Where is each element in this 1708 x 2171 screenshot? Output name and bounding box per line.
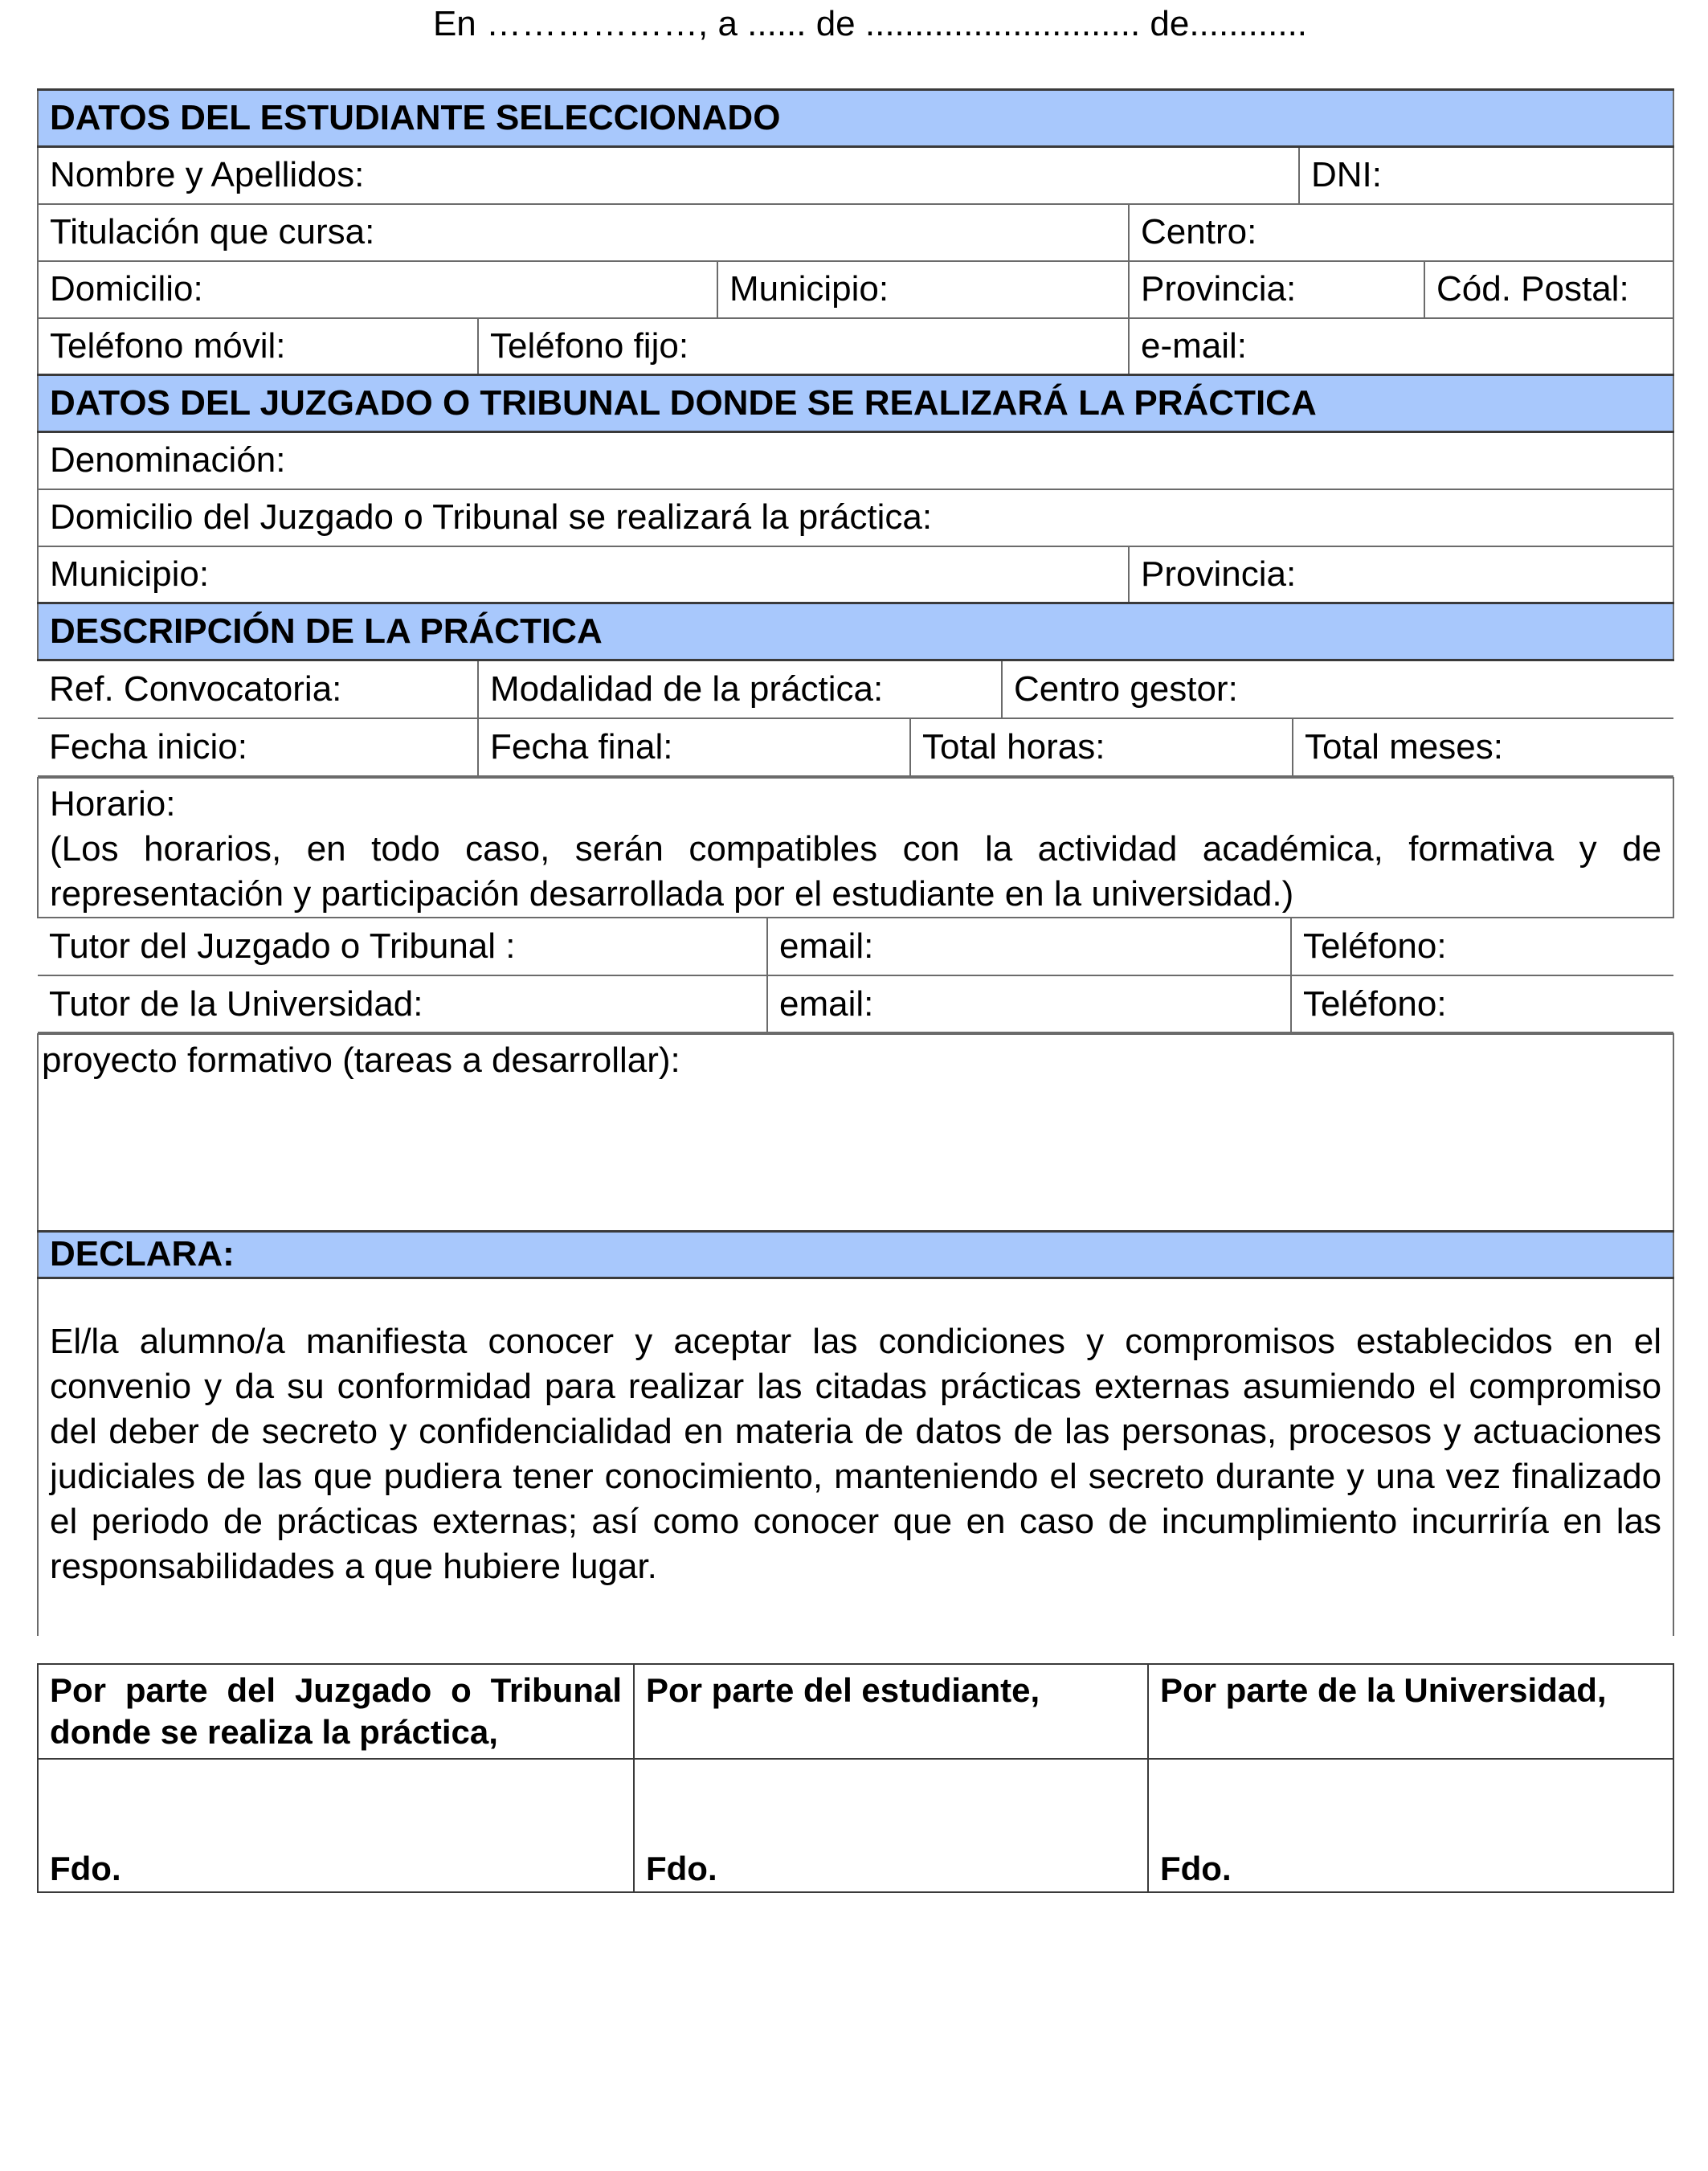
student-mobile-field[interactable]: Teléfono móvil: — [38, 318, 478, 375]
court-signature-header: Por parte del Juzgado o Tribunal donde se realiza la práctica, — [38, 1664, 634, 1759]
court-signed-label: Fdo. — [50, 1850, 121, 1887]
date-line: En ………………, a ...... de ............................ de............ — [432, 4, 1308, 43]
student-dni-field[interactable]: DNI: — [1299, 147, 1673, 204]
total-months-field[interactable]: Total meses: — [1293, 719, 1673, 776]
student-landline-field[interactable]: Teléfono fijo: — [478, 318, 1129, 375]
student-section-title: DATOS DEL ESTUDIANTE SELECCIONADO — [38, 90, 1673, 147]
court-tutor-email-field[interactable]: email: — [767, 918, 1291, 975]
declaration-body — [38, 1278, 1673, 1636]
university-signature-box[interactable] — [1148, 1759, 1673, 1892]
court-municipality-field[interactable]: Municipio: — [38, 546, 1129, 603]
practice-form — [37, 88, 1674, 1636]
declaration-section-title: DECLARA: — [38, 1231, 1673, 1278]
modality-field[interactable]: Modalidad de la práctica: — [478, 661, 1002, 718]
student-signed-label: Fdo. — [646, 1850, 717, 1887]
student-postal-code-field[interactable]: Cód. Postal: — [1424, 261, 1673, 318]
student-email-field[interactable]: e-mail: — [1129, 318, 1673, 375]
schedule-label: Horario: — [50, 784, 176, 824]
total-hours-field[interactable]: Total horas: — [910, 719, 1293, 776]
student-province-field[interactable]: Provincia: — [1129, 261, 1424, 318]
court-tutor-field[interactable]: Tutor del Juzgado o Tribunal : — [38, 918, 767, 975]
end-date-field[interactable]: Fecha final: — [478, 719, 910, 776]
student-signature-box[interactable] — [634, 1759, 1148, 1892]
declaration-text: El/la alumno/a manifiesta conocer y aceptar las condiciones y compromisos establecidos en el convenio y da su conformidad para realizar las citadas prácticas externas asumiendo el compromiso del deber de secreto y confidencialidad en materia de datos de las personas, procesos y actuaciones judiciales de las que pudiera tener conocimiento, manteniendo el secreto durante y una vez finalizado el periodo de prácticas externas; así como conocer que en caso de incumplimiento incurriría en las responsabilidades a que hubiere lugar. — [50, 1321, 1662, 1586]
training-project-field[interactable] — [38, 1034, 1673, 1231]
university-tutor-phone-field[interactable]: Teléfono: — [1291, 975, 1673, 1032]
call-ref-field[interactable]: Ref. Convocatoria: — [38, 661, 478, 718]
student-address-field[interactable]: Domicilio: — [38, 261, 717, 318]
court-signature-box[interactable] — [38, 1759, 634, 1892]
court-name-field[interactable]: Denominación: — [38, 432, 1673, 489]
student-center-field[interactable]: Centro: — [1129, 204, 1673, 261]
schedule-field[interactable] — [38, 778, 1673, 918]
training-project-label: proyecto formativo (tareas a desarrollar): — [42, 1041, 680, 1080]
court-tutor-phone-field[interactable]: Teléfono: — [1291, 918, 1673, 975]
court-province-field[interactable]: Provincia: — [1129, 546, 1673, 603]
student-degree-field[interactable]: Titulación que cursa: — [38, 204, 1129, 261]
university-signed-label: Fdo. — [1160, 1850, 1232, 1887]
court-address-field[interactable]: Domicilio del Juzgado o Tribunal se realizará la práctica: — [38, 489, 1673, 546]
student-name-field[interactable]: Nombre y Apellidos: — [38, 147, 1299, 204]
managing-center-field[interactable]: Centro gestor: — [1002, 661, 1673, 718]
university-tutor-field[interactable]: Tutor de la Universidad: — [38, 975, 767, 1032]
university-signature-header: Por parte de la Universidad, — [1148, 1664, 1673, 1759]
signature-table — [37, 1663, 1674, 1893]
schedule-note: (Los horarios, en todo caso, serán compatibles con la actividad académica, formativa y de representación y participación desarrollada por el estudiante en la universidad.) — [50, 829, 1662, 914]
court-section-title: DATOS DEL JUZGADO O TRIBUNAL DONDE SE REALIZARÁ LA PRÁCTICA — [38, 375, 1673, 432]
student-signature-header: Por parte del estudiante, — [634, 1664, 1148, 1759]
student-municipality-field[interactable]: Municipio: — [717, 261, 1129, 318]
start-date-field[interactable]: Fecha inicio: — [38, 719, 478, 776]
practice-section-title: DESCRIPCIÓN DE LA PRÁCTICA — [38, 603, 1673, 660]
university-tutor-email-field[interactable]: email: — [767, 975, 1291, 1032]
